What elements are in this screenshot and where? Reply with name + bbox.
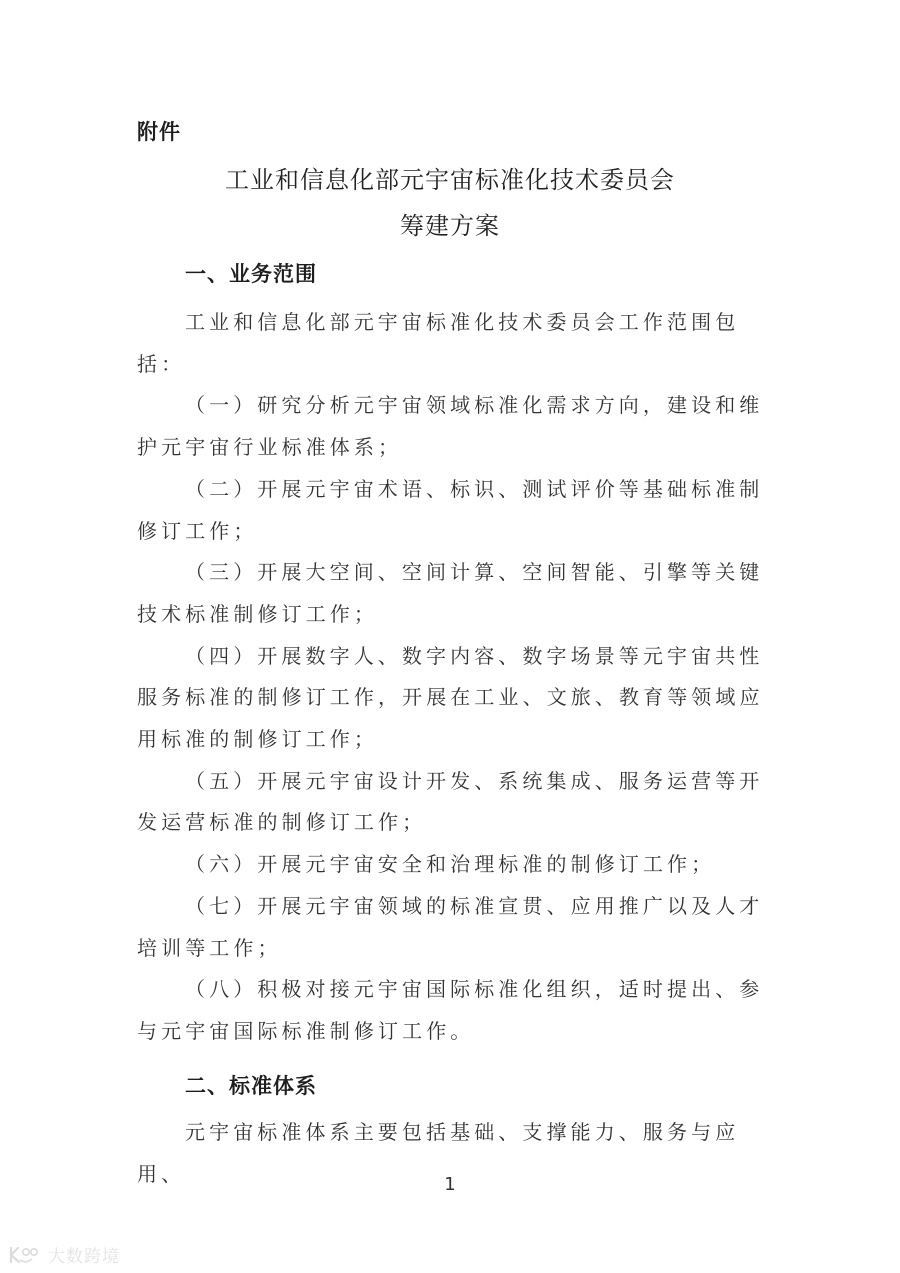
- scope-item-6: （六）开展元宇宙安全和治理标准的制修订工作；: [185, 852, 716, 877]
- page-number: 1: [444, 1174, 456, 1195]
- section1-intro: 工业和信息化部元宇宙标准化技术委员会工作范围包括：: [137, 310, 740, 376]
- document-title-line1: 工业和信息化部元宇宙标准化技术委员会: [225, 166, 675, 194]
- scope-item-5: （五）开展元宇宙设计开发、系统集成、服务运营等开发运营标准的制修订工作；: [137, 768, 764, 835]
- document-title-line2: 筹建方案: [400, 212, 500, 240]
- scope-item-1: （一）研究分析元宇宙领域标准化需求方向，建设和维护元宇宙行业标准体系；: [137, 393, 764, 460]
- scope-item-7: （七）开展元宇宙领域的标准宣贯、应用推广以及人才培训等工作；: [137, 893, 764, 960]
- k100-logo-icon: [8, 1246, 42, 1264]
- scope-item-8: （八）积极对接元宇宙国际标准化组织，适时提出、参与元宇宙国际标准制修订工作。: [137, 977, 764, 1043]
- scope-item-2: （二）开展元宇宙术语、标识、测试评价等基础标准制修订工作；: [137, 476, 764, 543]
- watermark: [8, 1242, 120, 1267]
- section2-heading: 二、标准体系: [185, 1074, 317, 1098]
- section1-body: [137, 302, 767, 1053]
- watermark-text: 大数跨境: [48, 1247, 120, 1267]
- section2-intro: 元宇宙标准体系主要包括基础、支撑能力、服务与应用、: [137, 1120, 740, 1186]
- scope-item-3: （三）开展大空间、空间计算、空间智能、引擎等关键技术标准制修订工作；: [137, 560, 764, 626]
- attachment-label: 附件: [137, 120, 181, 144]
- section1-heading: 一、业务范围: [185, 262, 317, 286]
- scope-item-4: （四）开展数字人、数字内容、数字场景等元宇宙共性服务标准的制修订工作，开展在工业、文旅、教育等领域应用标准的制修订工作；: [137, 643, 764, 752]
